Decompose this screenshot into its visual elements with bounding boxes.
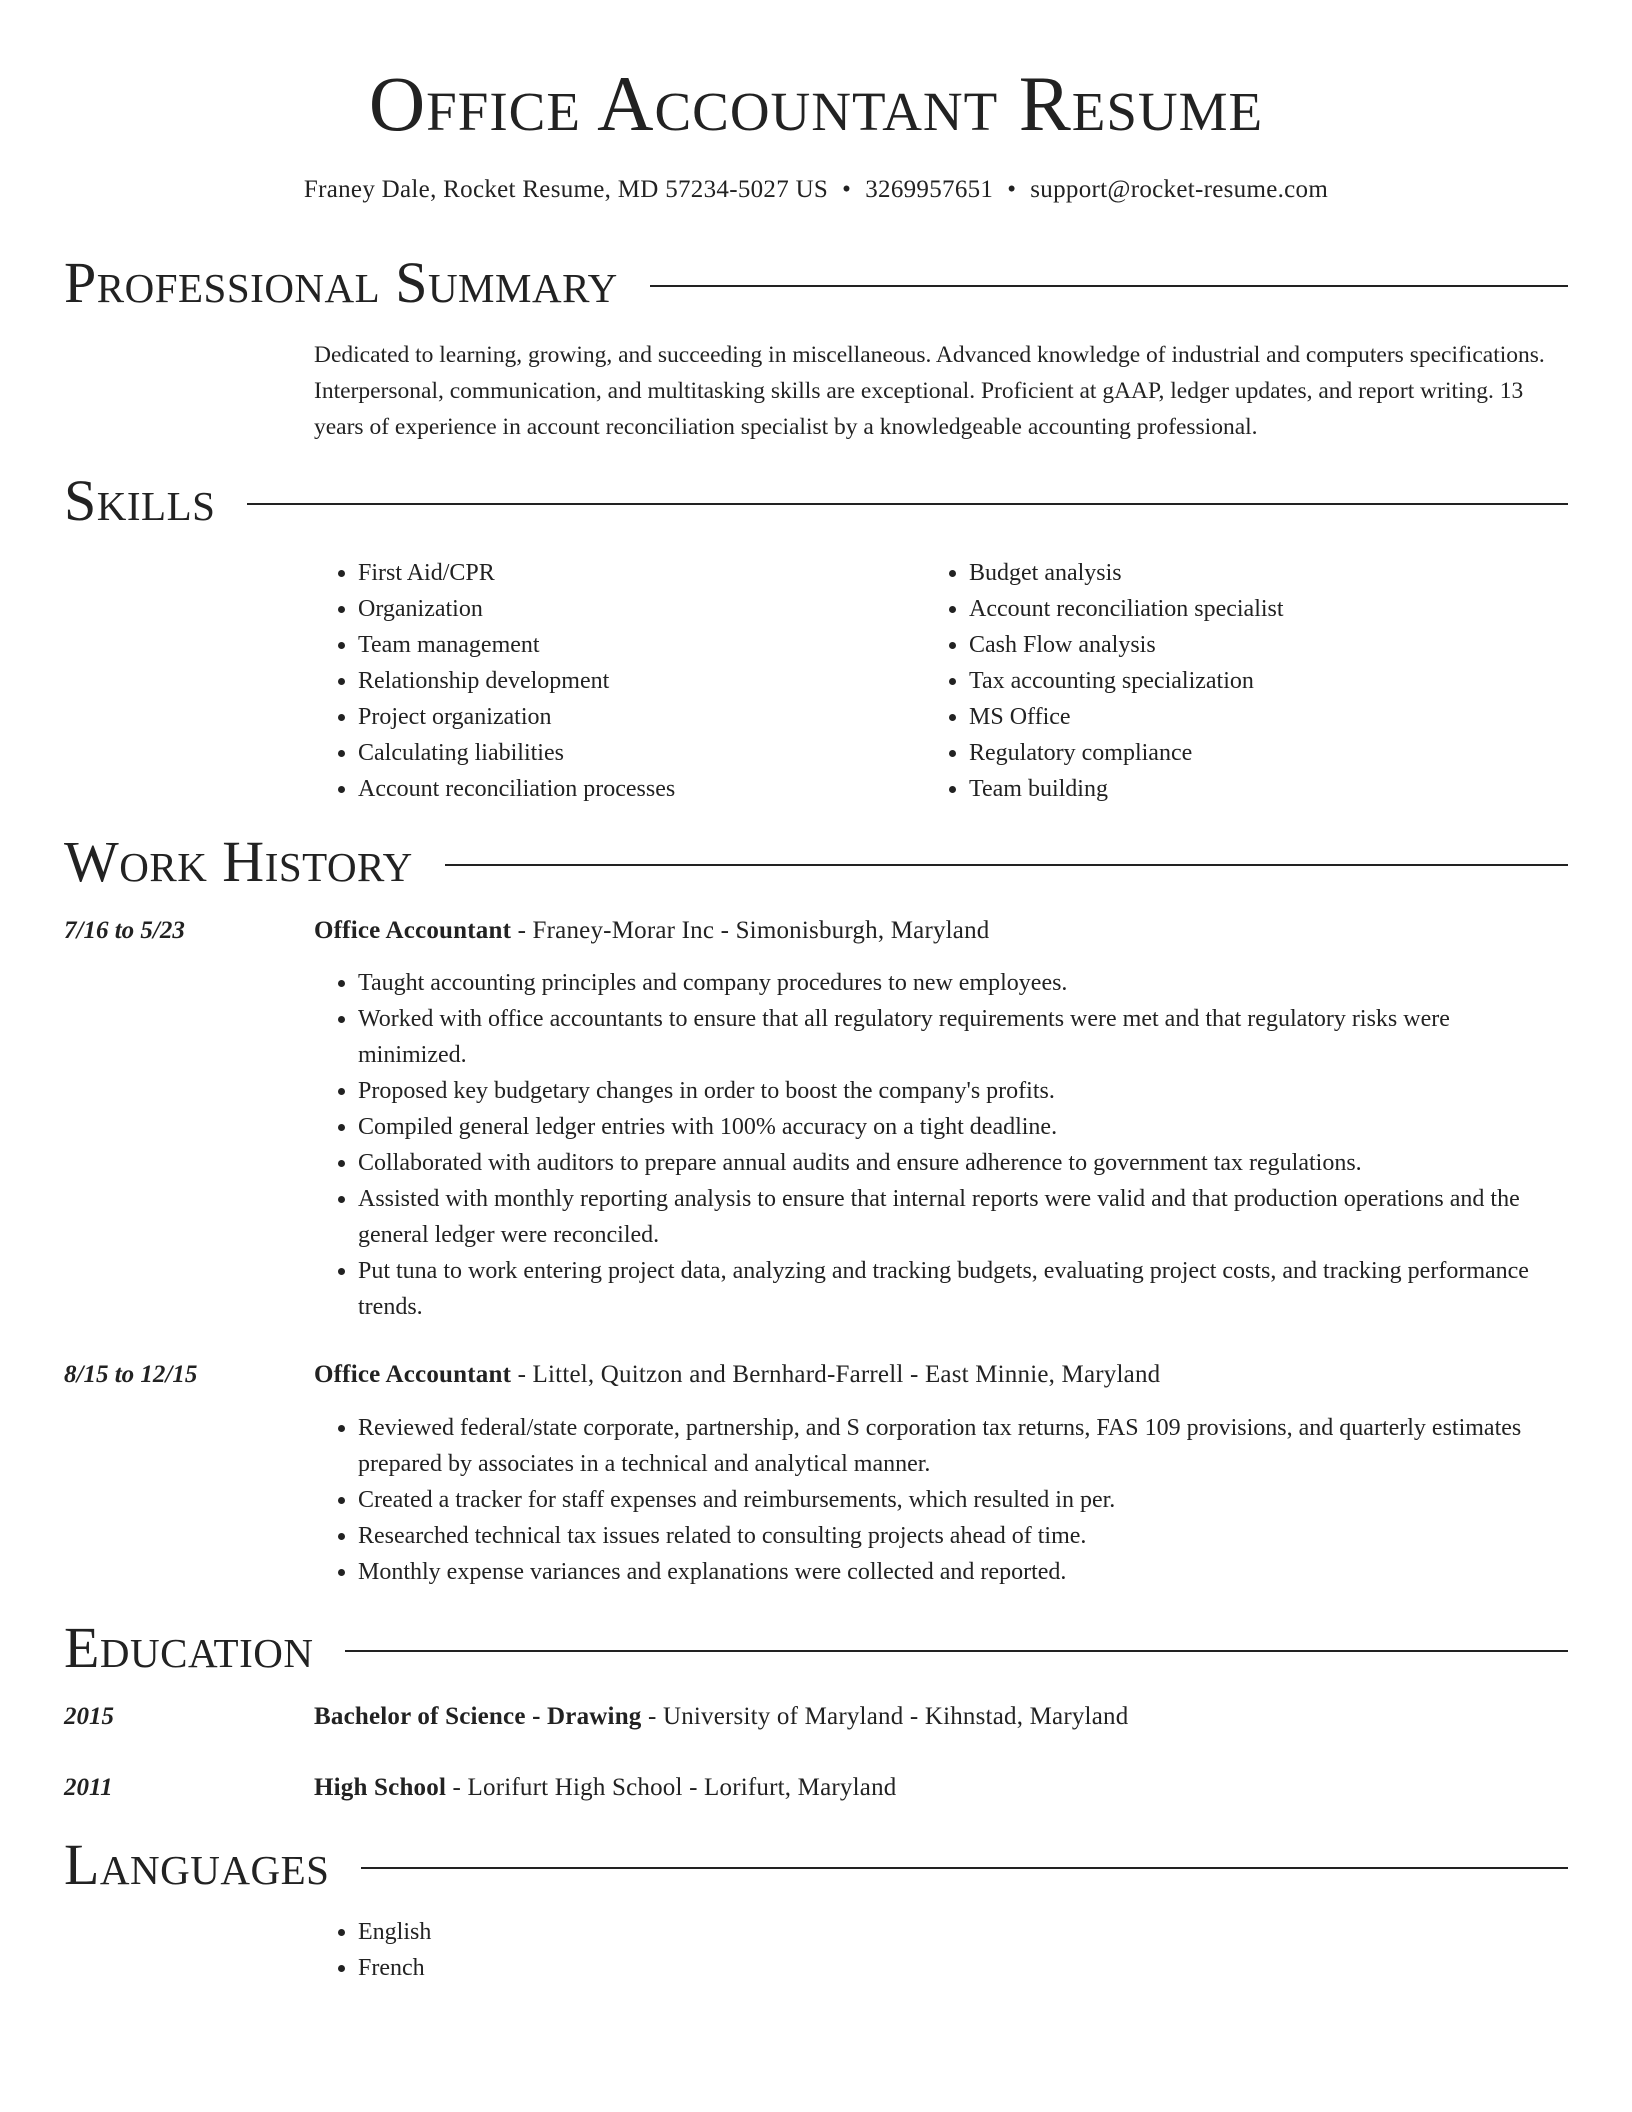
education-degree: High School bbox=[314, 1774, 447, 1801]
duty-item: • Compiled general ledger entries with 100% accuracy on a tight deadline. bbox=[358, 1109, 1542, 1145]
job-employer: - Littel, Quitzon and Bernhard-Farrell - East Minnie, Maryland bbox=[511, 1361, 1161, 1388]
duty-item: • Created a tracker for staff expenses and reimbursements, which resulted in per. bbox=[358, 1482, 1542, 1518]
summary-text: Dedicated to learning, growing, and succeeding in miscellaneous. Advanced knowledge of industrial and computers specifications. Interpersonal, communication, and multitasking skills are exceptional. Proficient at gAAP, ledger updates, and report writing. 13 years of experience in account reconciliation specialist by a knowledgeable accounting professional. bbox=[314, 342, 1545, 440]
job-duties bbox=[314, 965, 1542, 1325]
resume-title: Office Accountant Resume bbox=[368, 60, 1264, 147]
section-divider bbox=[345, 1650, 1568, 1652]
skill-item: • Team building bbox=[969, 771, 1485, 807]
skill-item: • Team management bbox=[358, 627, 874, 663]
skill-item: • Tax accounting specialization bbox=[969, 663, 1485, 699]
duty-item: • Worked with office accountants to ensure that all regulatory requirements were met and that regulatory risks were minimized. bbox=[358, 1001, 1542, 1073]
education-entry bbox=[314, 1699, 1568, 1735]
section-education-header bbox=[64, 1613, 1568, 1683]
section-summary-header bbox=[64, 248, 1568, 318]
languages-list bbox=[314, 1914, 1542, 1986]
language-item: • English bbox=[358, 1914, 1542, 1950]
education-entry bbox=[314, 1770, 1568, 1806]
skill-item: • First Aid/CPR bbox=[358, 555, 874, 591]
section-divider bbox=[361, 1867, 1568, 1869]
section-title-education: Education bbox=[64, 1615, 314, 1680]
job-dates: 7/16 to 5/23 bbox=[64, 917, 185, 944]
education-year: 2011 bbox=[64, 1774, 113, 1801]
job-header bbox=[314, 1357, 1568, 1393]
duty-item: • Reviewed federal/state corporate, partnership, and S corporation tax returns, FAS 109 provisions, and quarterly estimates prepared by associates in a technical and analytical manner. bbox=[358, 1410, 1542, 1482]
skill-item: • Budget analysis bbox=[969, 555, 1485, 591]
section-work-header bbox=[64, 827, 1568, 897]
skill-item: • Regulatory compliance bbox=[969, 735, 1485, 771]
education-degree: Bachelor of Science - Drawing bbox=[314, 1703, 642, 1730]
duty-item: • Assisted with monthly reporting analysis to ensure that internal reports were valid and that production operations and the general ledger were reconciled. bbox=[358, 1181, 1542, 1253]
skill-item: • Organization bbox=[358, 591, 874, 627]
section-title-work: Work History bbox=[64, 829, 413, 894]
contact-address: Franey Dale, Rocket Resume, MD 57234-5027 US bbox=[303, 176, 829, 203]
contact-line bbox=[0, 172, 1632, 208]
skill-item: • Account reconciliation processes bbox=[358, 771, 874, 807]
job-title: Office Accountant bbox=[314, 917, 512, 944]
language-item: • French bbox=[358, 1950, 1542, 1986]
skill-item: • MS Office bbox=[969, 699, 1485, 735]
section-languages-header bbox=[64, 1830, 1568, 1900]
duty-item: • Taught accounting principles and company procedures to new employees. bbox=[358, 965, 1542, 1001]
section-title-languages: Languages bbox=[64, 1832, 330, 1897]
duty-item: • Proposed key budgetary changes in order to boost the company's profits. bbox=[358, 1073, 1542, 1109]
skill-item: • Cash Flow analysis bbox=[969, 627, 1485, 663]
skill-item: • Relationship development bbox=[358, 663, 874, 699]
skill-item: • Project organization bbox=[358, 699, 874, 735]
contact-separator: • bbox=[1007, 176, 1017, 203]
duty-item: • Researched technical tax issues related to consulting projects ahead of time. bbox=[358, 1518, 1542, 1554]
section-skills-header bbox=[64, 466, 1568, 536]
section-divider bbox=[650, 285, 1568, 287]
job-dates: 8/15 to 12/15 bbox=[64, 1361, 198, 1388]
contact-email[interactable]: support@rocket-resume.com bbox=[1030, 176, 1329, 203]
job-header bbox=[314, 913, 1568, 949]
duty-item: • Collaborated with auditors to prepare annual audits and ensure adherence to government tax regulations. bbox=[358, 1145, 1542, 1181]
skill-item: • Calculating liabilities bbox=[358, 735, 874, 771]
skills-column-left bbox=[314, 555, 874, 807]
section-divider bbox=[445, 864, 1568, 866]
job-employer: - Franey-Morar Inc - Simonisburgh, Maryland bbox=[511, 917, 990, 944]
section-title-skills: Skills bbox=[64, 468, 216, 533]
education-school: - Lorifurt High School - Lorifurt, Maryland bbox=[446, 1774, 897, 1801]
duty-item: • Put tuna to work entering project data, analyzing and tracking budgets, evaluating project costs, and tracking performance trends. bbox=[358, 1253, 1542, 1325]
education-school: - University of Maryland - Kihnstad, Maryland bbox=[641, 1703, 1129, 1730]
education-year: 2015 bbox=[64, 1703, 114, 1730]
job-duties bbox=[314, 1410, 1542, 1590]
section-title-summary: Professional Summary bbox=[64, 250, 618, 315]
section-divider bbox=[247, 503, 1568, 505]
contact-phone: 3269957651 bbox=[865, 176, 994, 203]
skill-item: • Account reconciliation specialist bbox=[969, 591, 1485, 627]
skills-column-right bbox=[925, 555, 1485, 807]
job-title: Office Accountant bbox=[314, 1361, 512, 1388]
contact-separator: • bbox=[842, 176, 852, 203]
duty-item: • Monthly expense variances and explanations were collected and reported. bbox=[358, 1554, 1542, 1590]
